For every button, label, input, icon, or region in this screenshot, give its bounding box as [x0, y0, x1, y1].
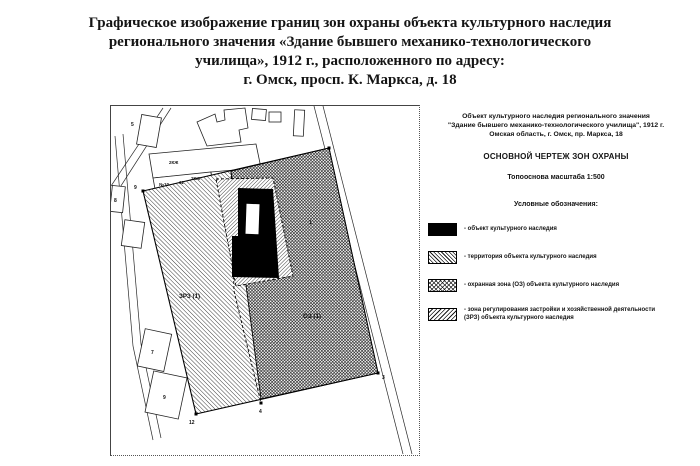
zrz-swatch	[428, 308, 457, 321]
object-swatch	[428, 223, 457, 236]
boundary-point-number: 4	[259, 409, 262, 415]
building-outline	[197, 108, 248, 146]
legend-item-territory	[428, 251, 688, 264]
boundary-point-number: 12	[189, 420, 195, 426]
building-outline	[252, 108, 267, 120]
legend-header-line-3: Омская область, г. Омск, пр. Маркса, 18	[489, 131, 623, 138]
building-number: 9	[163, 395, 166, 401]
oz-swatch	[428, 279, 457, 292]
zone-label-zrz: ЗРЗ (1)	[179, 293, 201, 300]
legend-item-label: - зона регулирования застройки и хозяйственной деятельности (ЗРЗ) объекта культурного наследия	[464, 307, 656, 321]
zone-label-oz: ОЗ (1)	[303, 313, 321, 320]
legend-items	[424, 223, 688, 322]
legend	[424, 112, 688, 337]
page-title-line-3: училища», 1912 г., расположенного по адресу:	[195, 53, 505, 69]
legend-header-line-2: "Здание бывшего механико-технологического училища", 1912 г.	[447, 122, 665, 129]
legend-header	[424, 112, 688, 139]
boundary-point-number: 9	[134, 185, 137, 191]
parcel-label: №10	[159, 182, 170, 187]
page-title-line-2: регионального значения «Здание бывшего механико-технологического	[108, 34, 592, 50]
legend-item-label: - объект культурного наследия	[464, 225, 557, 232]
building-outline	[293, 110, 304, 136]
parcel-label: 11	[179, 180, 184, 185]
building-number: 8	[114, 198, 117, 204]
page-title	[60, 14, 640, 90]
zone-map	[110, 105, 420, 456]
building-number: 7	[151, 350, 154, 356]
parcel-label: 2КЖ	[169, 160, 179, 165]
legend-header-line-1: Объект культурного наследия регионального значения	[462, 113, 650, 120]
building-outline	[145, 371, 187, 419]
point-marker-label: 1	[309, 220, 312, 226]
drawing-title: ОСНОВНОЙ ЧЕРТЕЖ ЗОН ОХРАНЫ	[483, 152, 629, 161]
building-outline	[121, 220, 144, 249]
building-outline	[137, 114, 162, 147]
heritage-object-building	[232, 188, 279, 278]
legend-item-zrz	[428, 307, 688, 322]
building-outline	[137, 329, 171, 372]
legend-item-label: - территория объекта культурного наследия	[464, 253, 597, 260]
scale-note: Топооснова масштаба 1:500	[507, 174, 605, 181]
building-number: 5	[131, 122, 134, 128]
building-outline	[269, 112, 281, 122]
legend-item-oz	[428, 279, 688, 292]
parcel-label: 2КЖ	[191, 176, 201, 181]
territory-swatch	[428, 251, 457, 264]
legend-item-object	[428, 223, 688, 236]
zone-map-drawing	[111, 106, 419, 455]
page-title-line-4: г. Омск, просп. К. Маркса, д. 18	[243, 72, 457, 88]
legend-item-label: - охранная зона (ОЗ) объекта культурного наследия	[464, 281, 620, 288]
boundary-point-number: 3	[382, 375, 385, 381]
symbols-heading: Условные обозначения:	[514, 201, 598, 208]
page-title-line-1: Графическое изображение границ зон охраны объекта культурного наследия	[88, 15, 612, 31]
